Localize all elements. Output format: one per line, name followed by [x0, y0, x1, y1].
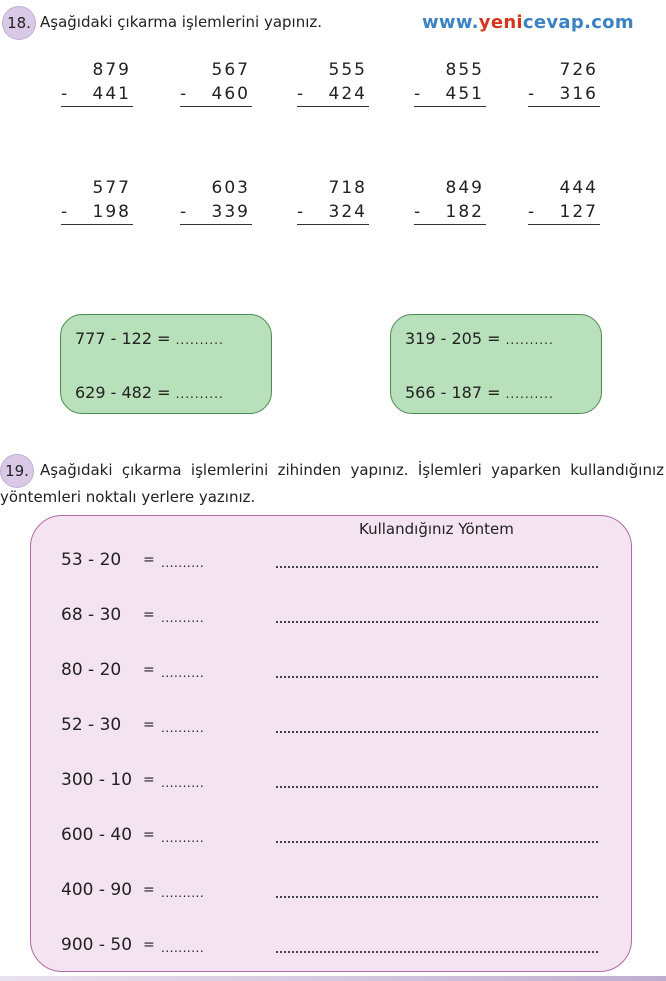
mental-problem-row — [31, 825, 631, 849]
mental-problem-row — [31, 550, 631, 574]
minuend: 567 — [211, 60, 250, 80]
answer-blank[interactable]: .......... — [161, 666, 205, 680]
vertical-problem — [528, 176, 600, 225]
problem-expression: 400 - 90 — [61, 880, 133, 900]
answer-blank[interactable]: .......... — [175, 333, 224, 347]
question-instruction: Aşağıdaki çıkarma işlemlerini zihinden yapınız. İşlemleri yaparken kullandığınız yöntemleri noktalı yerlere yazınız. — [0, 461, 664, 506]
answer-blank[interactable]: .......... — [161, 611, 205, 625]
equals-sign: = — [143, 827, 155, 843]
problem-expression: 52 - 30 — [61, 715, 122, 735]
minus-sign: - — [528, 202, 537, 222]
minuend: 718 — [328, 178, 367, 198]
answer-blank[interactable]: .......... — [175, 387, 224, 401]
answer-blank[interactable]: .......... — [161, 886, 205, 900]
method-blank[interactable] — [276, 941, 598, 953]
answer-blank[interactable]: .......... — [505, 387, 554, 401]
minus-sign: - — [414, 84, 423, 104]
problem-expression: 900 - 50 — [61, 935, 133, 955]
subtrahend: 451 — [445, 84, 484, 104]
vertical-problem — [414, 58, 486, 107]
vertical-problem — [528, 58, 600, 107]
question-number-badge: 18. — [2, 6, 36, 40]
subtrahend: 316 — [559, 84, 598, 104]
website-text: www.yenicevap.com — [422, 12, 634, 33]
answer-blank[interactable]: .......... — [161, 721, 205, 735]
equals-sign: = — [143, 662, 155, 678]
mental-problem-row — [31, 880, 631, 904]
minuend: 849 — [445, 178, 484, 198]
answer-blank[interactable]: .......... — [161, 831, 205, 845]
vertical-problem — [61, 58, 133, 107]
minuend: 879 — [92, 60, 131, 80]
equals-sign: = — [143, 717, 155, 733]
minuend: 444 — [559, 178, 598, 198]
method-blank[interactable] — [276, 721, 598, 733]
minuend: 855 — [445, 60, 484, 80]
problem-expression: 80 - 20 — [61, 660, 122, 680]
mental-problem-row — [31, 605, 631, 629]
mental-subtraction-box — [30, 515, 632, 972]
equals-sign: = — [143, 882, 155, 898]
vertical-problem — [297, 58, 369, 107]
problem-expression: 600 - 40 — [61, 825, 133, 845]
mental-problem-row — [31, 770, 631, 794]
minus-sign: - — [180, 202, 189, 222]
mental-problem-row — [31, 715, 631, 739]
subtrahend: 182 — [445, 202, 484, 222]
answer-blank[interactable]: .......... — [161, 776, 205, 790]
horizontal-problem: 629 - 482 = — [75, 383, 171, 402]
vertical-problem — [180, 176, 252, 225]
method-blank[interactable] — [276, 831, 598, 843]
horizontal-problem: 777 - 122 = — [75, 329, 171, 348]
minus-sign: - — [61, 84, 70, 104]
problem-expression: 300 - 10 — [61, 770, 133, 790]
vertical-problem — [414, 176, 486, 225]
mental-problem-row — [31, 935, 631, 959]
minuend: 603 — [211, 178, 250, 198]
minuend: 555 — [328, 60, 367, 80]
question-number-badge: 19. — [0, 454, 34, 488]
subtrahend: 441 — [92, 84, 131, 104]
vertical-problem — [297, 176, 369, 225]
minus-sign: - — [180, 84, 189, 104]
subtrahend: 424 — [328, 84, 367, 104]
horizontal-problem: 319 - 205 = — [405, 329, 501, 348]
minuend: 726 — [559, 60, 598, 80]
subtrahend: 324 — [328, 202, 367, 222]
equals-sign: = — [143, 772, 155, 788]
answer-blank[interactable]: .......... — [161, 556, 205, 570]
minus-sign: - — [414, 202, 423, 222]
vertical-problem — [61, 176, 133, 225]
method-blank[interactable] — [276, 556, 598, 568]
method-column-title: Kullandığınız Yöntem — [359, 520, 514, 538]
subtrahend: 339 — [211, 202, 250, 222]
subtrahend: 127 — [559, 202, 598, 222]
subtrahend: 198 — [92, 202, 131, 222]
question-instruction: Aşağıdaki çıkarma işlemlerini yapınız. — [40, 13, 323, 31]
mental-problem-row — [31, 660, 631, 684]
subtrahend: 460 — [211, 84, 250, 104]
page-bottom-rule — [0, 976, 666, 981]
answer-blank[interactable]: .......... — [161, 941, 205, 955]
minus-sign: - — [297, 202, 306, 222]
minus-sign: - — [61, 202, 70, 222]
horizontal-problems-box — [390, 314, 602, 414]
minus-sign: - — [297, 84, 306, 104]
equals-sign: = — [143, 552, 155, 568]
horizontal-problem: 566 - 187 = — [405, 383, 501, 402]
horizontal-problems-box — [60, 314, 272, 414]
minus-sign: - — [528, 84, 537, 104]
problem-expression: 53 - 20 — [61, 550, 122, 570]
equals-sign: = — [143, 607, 155, 623]
website-accent: yeni — [478, 12, 523, 33]
answer-blank[interactable]: .......... — [505, 333, 554, 347]
website-watermark — [422, 12, 634, 33]
method-blank[interactable] — [276, 611, 598, 623]
method-blank[interactable] — [276, 776, 598, 788]
minuend: 577 — [92, 178, 131, 198]
vertical-problem — [180, 58, 252, 107]
method-blank[interactable] — [276, 666, 598, 678]
method-blank[interactable] — [276, 886, 598, 898]
problem-expression: 68 - 30 — [61, 605, 122, 625]
equals-sign: = — [143, 937, 155, 953]
